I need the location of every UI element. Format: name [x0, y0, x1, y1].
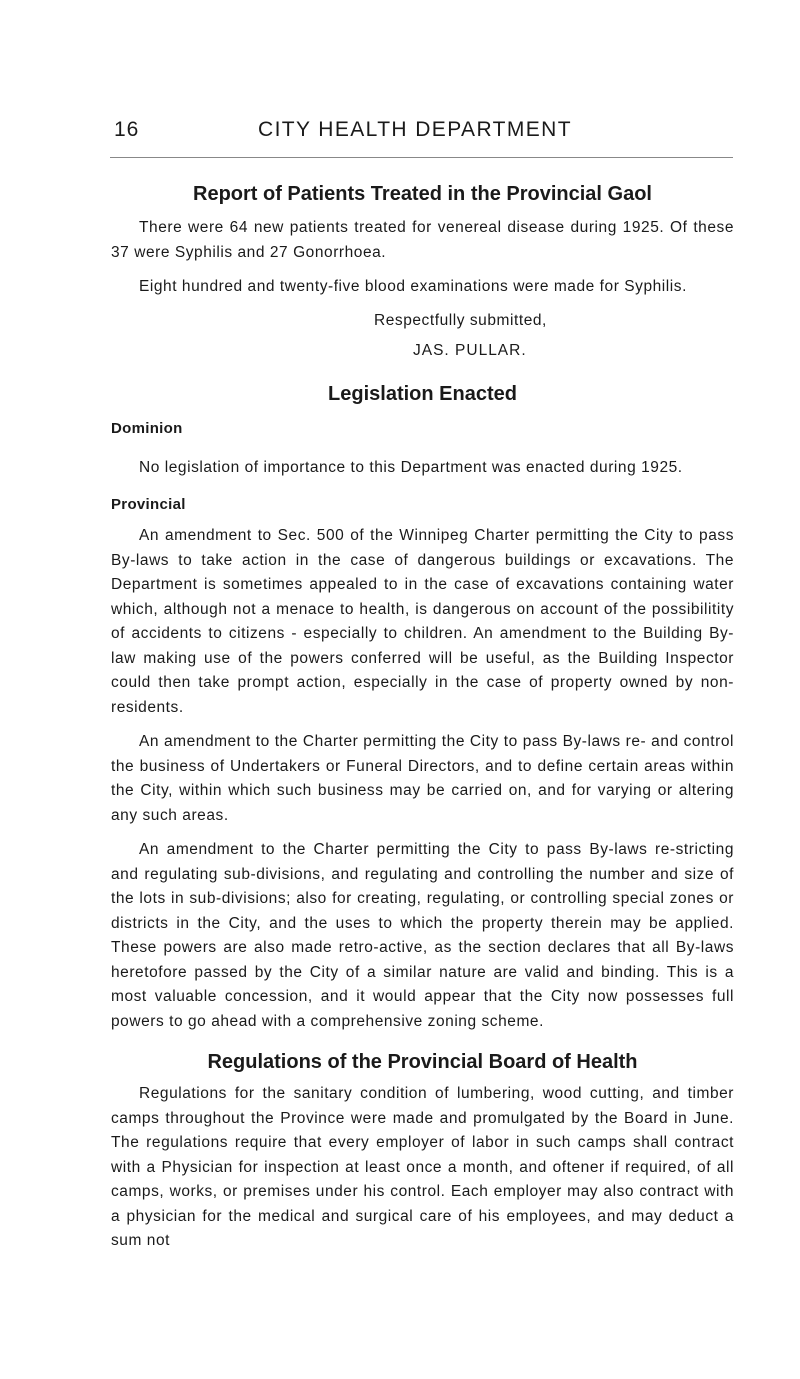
page-content	[111, 180, 734, 1254]
legislation-section	[111, 380, 734, 1035]
gaol-report-paragraph: Eight hundred and twenty-five blood examinations were made for Syphilis.	[139, 278, 687, 295]
legislation-heading: Legislation Enacted	[328, 382, 517, 405]
regulations-section	[111, 1048, 734, 1254]
gaol-report-paragraph: There were 64 new patients treated for venereal disease during 1925. Of these 37 were Syphilis and 27 Gonorrhoea.	[111, 219, 734, 261]
provincial-subheading: Provincial	[111, 496, 186, 513]
regulations-heading: Regulations of the Provincial Board of Health	[207, 1051, 638, 1073]
running-head	[0, 118, 800, 150]
dominion-paragraph: No legislation of importance to this Department was enacted during 1925.	[139, 458, 683, 476]
regulations-paragraph: Regulations for the sanitary condition of lumbering, wood cutting, and timber camps throughout the Province were made and promulgated by the Board in June. The regulations require that every employer of labor in such camps shall contract with a Physician for inspection at least once a month, and oftener if required, of all camps, works, or premises under his control. Each employer may also contract with a physician for the medical and surgical care of his employees, and may deduct a sum not	[111, 1085, 734, 1249]
signature: JAS. PULLAR.	[413, 341, 527, 359]
gaol-report-section	[111, 180, 734, 366]
gaol-report-heading: Report of Patients Treated in the Provincial Gaol	[193, 183, 652, 205]
provincial-paragraph: An amendment to the Charter permitting the City to pass By-laws re-stricting and regulating sub-divisions, and regulating and controlling the number and size of the lots in sub-divisions; also for creating, regulating, or controlling special zones or districts in the City, and the uses to which the property therein may be applied. These powers are also made retro-active, as the section declares that all By-laws heretofore passed by the City of a similar nature are valid and binding. This is a most valuable concession, and it would appear that the City now possesses full powers to go ahead with a comprehensive zoning scheme.	[111, 841, 734, 1030]
dominion-subheading: Dominion	[111, 419, 183, 437]
provincial-paragraph: An amendment to the Charter permitting the City to pass By-laws re- and control the business of Undertakers or Funeral Directors, and to define certain areas within the City, within which such business may be carried on, and for varying or altering any such areas.	[111, 733, 734, 824]
closing-line: Respectfully submitted,	[374, 311, 547, 329]
page-number: 16	[114, 118, 140, 141]
signoff	[111, 306, 734, 366]
provincial-paragraph: An amendment to Sec. 500 of the Winnipeg Charter permitting the City to pass By-laws to take action in the case of dangerous buildings or excavations. The Department is sometimes appealed to in the case of excavations containing water which, although not a menace to health, is dangerous on account of the possibilitity of accidents to citizens - especially to children. An amendment to the Building By-law making use of the powers conferred will be useful, as the Building Inspector could then take prompt action, especially in the case of property owned by non-residents.	[111, 527, 734, 716]
running-title: CITY HEALTH DEPARTMENT	[258, 118, 572, 141]
header-rule	[110, 157, 733, 158]
